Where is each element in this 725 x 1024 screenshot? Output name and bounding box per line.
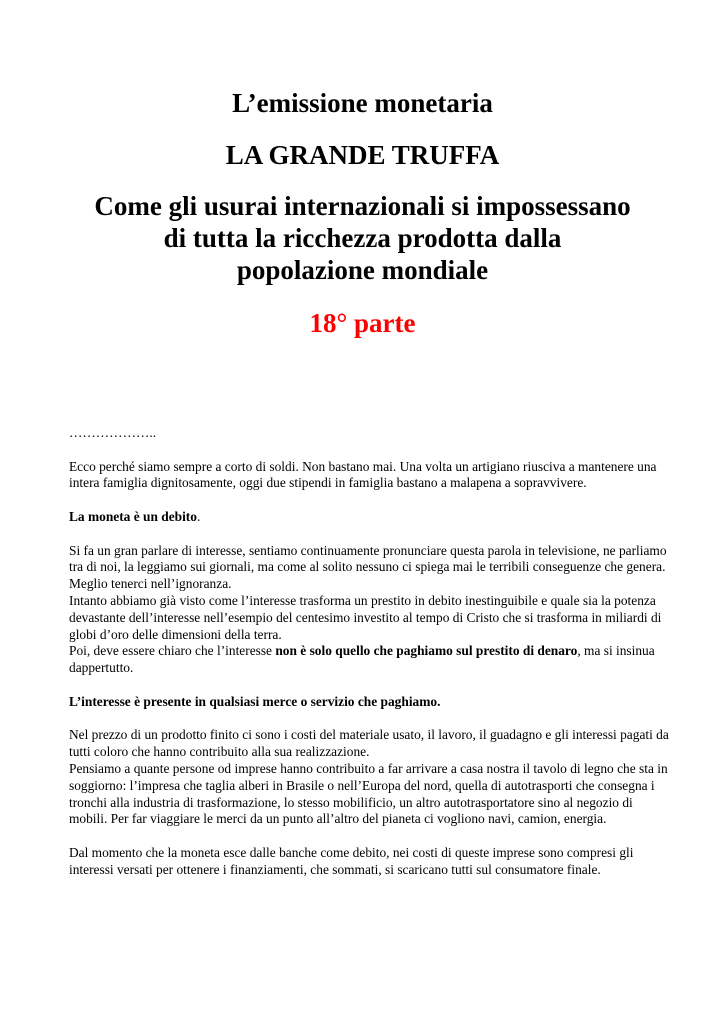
heading-interesse [69,694,669,711]
part-number: 18° parte [309,308,416,338]
paragraph-3: Intanto abbiamo già visto come l’interesse trasforma un prestito in debito inestinguibile e quale sia la potenza devastante dell’interesse nell’esempio del centesimo investito al tempo di Cristo che si trasforma in miliardi di globi d’oro delle dimensioni della terra. [69,592,662,642]
paragraph-5: Nel prezzo di un prodotto finito ci sono i costi del materiale usato, il lavoro, il guadagno e gli interessi pagati da tutti coloro che hanno contribuito alla sua realizzazione. [69,727,669,760]
paragraph-7: Dal momento che la moneta esce dalle banche come debito, nei costi di queste imprese sono compresi gli interessi versati per ottenere i finanziamenti, che sommati, si scaricano tutti sul consumatore finale. [69,844,634,877]
body-text [69,425,669,879]
title-block [40,86,685,340]
heading-moneta-debito-punct: . [196,508,201,524]
subtitle-line-1: Come gli usurai internazionali si impossessano [94,191,631,221]
heading-moneta-debito [69,509,669,526]
paragraph-6: Pensiamo a quante persone od imprese hanno contribuito a far arrivare a casa nostra il tavolo di legno che sta in soggiorno: l’impresa che taglia alberi in Brasile o nell’Europa del nord, quella di autotrasporti che consegna i tronchi alla industria di trasformazione, lo stesso mobilificio, un altro autotrasportatore sino al negozio di mobili. Per far viaggiare le merci da un punto all’altro del pianeta ci vogliono navi, camion, energia. [69,760,668,827]
paragraph-4-post: , ma si insinua dappertutto. [69,643,655,676]
title-line-1: L’emissione monetaria [232,88,493,118]
heading-interesse-text: L’interesse è presente in qualsiasi merce o servizio che paghiamo. [69,693,441,709]
paragraph-4-pre: Poi, deve essere chiaro che l’interesse [69,643,276,659]
subtitle [40,190,685,286]
paragraph-2: Si fa un gran parlare di interesse, sentiamo continuamente pronunciare questa parola in televisione, ne parliamo tra di noi, la leggiamo sui giornali, ma come al solito nessuno ci spiega mai le terribili conseguenze che genera. Meglio tenerci nell’ignoranza. [69,542,667,592]
paragraph-4 [69,643,669,677]
paragraph-4-bold: non è solo quello che paghiamo sul prestito di denaro [275,643,578,659]
title-line-2: LA GRANDE TRUFFA [225,140,500,170]
ellipsis-marker: ……………….. [69,425,157,440]
heading-moneta-debito-text: La moneta è un debito [69,508,197,524]
subtitle-line-3: popolazione mondiale [236,255,489,285]
subtitle-line-2: di tutta la ricchezza prodotta dalla [163,223,562,253]
paragraph-1: Ecco perché siamo sempre a corto di soldi. Non bastano mai. Una volta un artigiano riusciva a mantenere una intera famiglia dignitosamente, oggi due stipendi in famiglia bastano a malapena a sopravvivere. [69,458,657,491]
